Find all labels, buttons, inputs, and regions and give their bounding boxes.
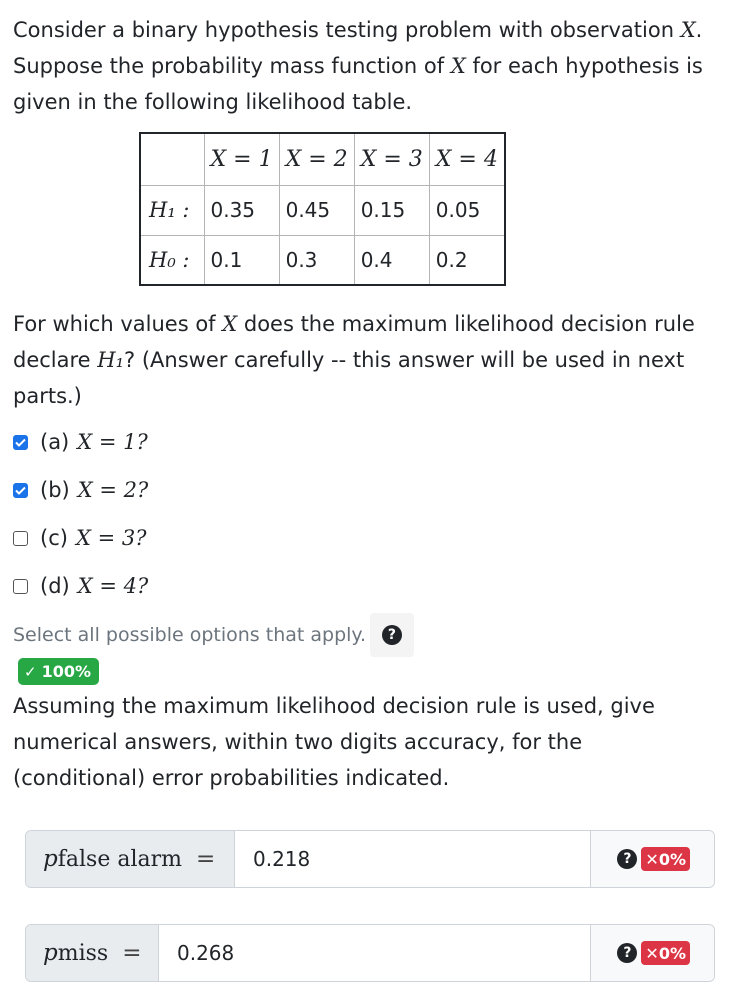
answer-status: [590, 925, 714, 981]
table-row: [140, 185, 505, 235]
table-header-cell: X = 1: [204, 133, 279, 185]
options-list: [13, 418, 148, 610]
score-badge-incorrect: ✕ 0%: [641, 941, 690, 965]
hint-text: Select all possible options that apply.: [13, 624, 366, 646]
option-label: (b): [40, 478, 70, 502]
option-math: X = 4?: [77, 574, 149, 598]
option-label: (d): [40, 574, 70, 598]
checkmark-icon: ✓: [24, 662, 37, 681]
option-d[interactable]: [13, 562, 148, 610]
answer-status: [590, 831, 714, 887]
score-badge-incorrect: ✕ 0%: [641, 847, 690, 871]
check-icon: [15, 486, 26, 495]
checkbox-c[interactable]: [13, 531, 28, 546]
part1-prompt-text: For which values of X does the maximum likelihood decision rule declare H₁? (Answer carefully -- this answer will be used in next parts.): [13, 312, 695, 408]
table-cell: 0.15: [354, 185, 429, 235]
checkbox-a[interactable]: [13, 435, 28, 450]
table-cell: 0.45: [279, 185, 354, 235]
option-b[interactable]: [13, 466, 148, 514]
table-cell: 0.3: [279, 235, 354, 285]
false-alarm-input[interactable]: 0.218: [253, 847, 311, 871]
option-math: X = 1?: [77, 430, 148, 454]
part2-prompt-text: Assuming the maximum likelihood decision rule is used, give numerical answers, within two digits accuracy, for the (conditional) error probabilities indicated.: [13, 694, 655, 790]
part2-prompt: [13, 688, 718, 796]
table-cell: 0.4: [354, 235, 429, 285]
option-c[interactable]: [13, 514, 148, 562]
x-icon: ✕: [645, 849, 659, 869]
answer-label: p miss =: [26, 925, 159, 981]
table-header-cell: X = 3: [354, 133, 429, 185]
table-header-row: [140, 133, 505, 185]
option-math: X = 3?: [75, 526, 147, 550]
hint-row: [13, 613, 414, 657]
score-badge-correct: [18, 658, 99, 685]
table-cell: 0.05: [429, 185, 505, 235]
question-mark-icon: ?: [382, 625, 402, 645]
answer-miss: [25, 924, 715, 982]
checkbox-b[interactable]: [13, 483, 28, 498]
var-x: X: [450, 54, 466, 78]
table-row-label: H₁ :: [140, 185, 204, 235]
score-badge-text: 100%: [41, 662, 92, 681]
option-a[interactable]: [13, 418, 148, 466]
table-row: [140, 235, 505, 285]
likelihood-table: [139, 132, 506, 286]
question-mark-icon[interactable]: ?: [617, 943, 637, 963]
option-label: (a): [40, 430, 70, 454]
option-label: (c): [40, 526, 68, 550]
check-icon: [15, 438, 26, 447]
option-math: X = 2?: [77, 478, 149, 502]
answer-label: p false alarm =: [26, 831, 235, 887]
table-row-label: H₀ :: [140, 235, 204, 285]
table-header-cell: X = 4: [429, 133, 505, 185]
help-button[interactable]: [370, 613, 414, 657]
var-x: X: [680, 18, 696, 42]
var-x: X: [222, 312, 238, 336]
x-icon: ✕: [645, 943, 659, 963]
table-corner-cell: [140, 133, 204, 185]
miss-input[interactable]: 0.268: [177, 941, 235, 965]
question-intro: [13, 12, 718, 120]
question-mark-icon[interactable]: ?: [617, 849, 637, 869]
table-cell: 0.2: [429, 235, 505, 285]
answer-false-alarm: [25, 830, 715, 888]
intro-text: Consider a binary hypothesis testing problem with observation X. Suppose the probability mass function of X for each hypothesis is given in the following likelihood table.: [13, 18, 703, 114]
checkbox-d[interactable]: [13, 579, 28, 594]
table-header-cell: X = 2: [279, 133, 354, 185]
table-cell: 0.1: [204, 235, 279, 285]
part1-prompt: [13, 306, 718, 414]
var-h1: H₁: [97, 348, 125, 372]
table-cell: 0.35: [204, 185, 279, 235]
